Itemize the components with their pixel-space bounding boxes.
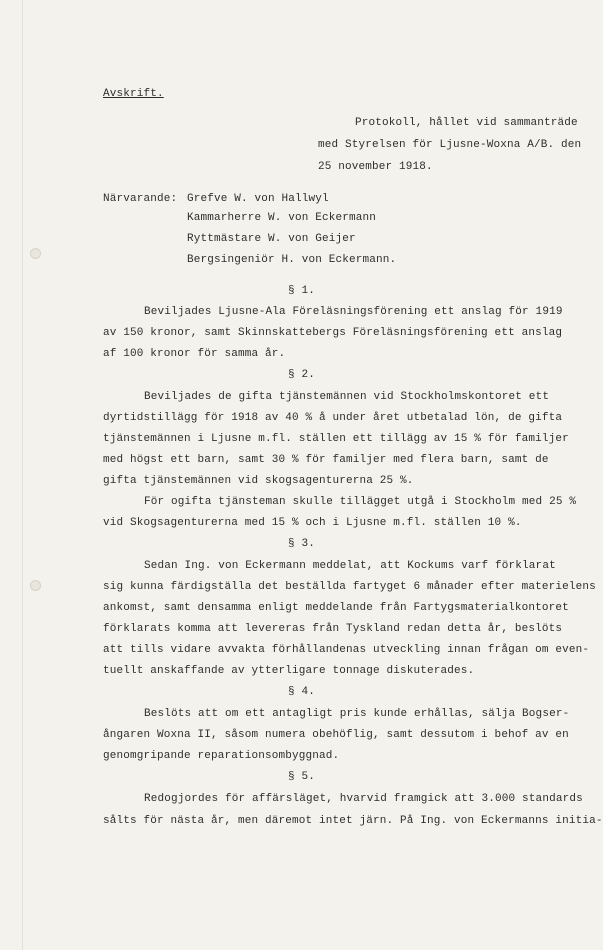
text-line: gifta tjänstemännen vid skogsagenturerna 25 %. <box>103 475 414 487</box>
text-line: tjänstemännen i Ljusne m.fl. ställen ett tillägg av 15 % för familjer <box>103 433 569 445</box>
section-heading: § 4. <box>287 686 315 698</box>
text-line: sålts för nästa år, men däremot intet järn. På Ing. von Eckermanns initia- <box>103 815 603 827</box>
attendees-label: Närvarande: <box>103 193 178 205</box>
header-line: 25 november 1918. <box>318 161 433 173</box>
text-line: ångaren Woxna II, såsom numera obehöflig, samt dessutom i behof av en <box>103 729 569 741</box>
text-line: genomgripande reparationsombyggnad. <box>103 750 340 762</box>
paper-edge <box>22 0 23 950</box>
header-line: med Styrelsen för Ljusne-Woxna A/B. den <box>318 139 582 151</box>
text-line: Beslöts att om ett antagligt pris kunde erhållas, sälja Bogser- <box>144 708 570 720</box>
text-line: För ogifta tjänsteman skulle tillägget utgå i Stockholm med 25 % <box>144 496 577 508</box>
section-heading: § 5. <box>287 771 315 783</box>
text-line: tuellt anskaffande av ytterligare tonnage diskuterades. <box>103 665 475 677</box>
text-line: Beviljades Ljusne-Ala Föreläsningsförening ett anslag för 1919 <box>144 306 563 318</box>
text-line: av 150 kronor, samt Skinnskattebergs Föreläsningsförening ett anslag <box>103 327 563 339</box>
section-heading: § 1. <box>287 285 315 297</box>
text-line: Beviljades de gifta tjänstemännen vid Stockholmskontoret ett <box>144 391 550 403</box>
text-line: Sedan Ing. von Eckermann meddelat, att Kockums varf förklarat <box>144 560 556 572</box>
text-line: af 100 kronor för samma år. <box>103 348 286 360</box>
section-heading: § 3. <box>287 538 315 550</box>
punch-hole <box>30 248 41 259</box>
punch-hole <box>30 580 41 591</box>
text-line: förklarats komma att levereras från Tyskland redan detta år, beslöts <box>103 623 563 635</box>
text-line: ankomst, samt densamma enligt meddelande från Fartygsmaterialkontoret <box>103 602 569 614</box>
attendee-name: Kammarherre W. von Eckermann <box>187 212 377 224</box>
text-line: att tills vidare avvakta förhållandenas utveckling innan frågan om even- <box>103 644 590 656</box>
text-line: sig kunna färdigställa det beställda fartyget 6 månader efter materielens <box>103 581 596 593</box>
text-line: med högst ett barn, samt 30 % för familjer med flera barn, samt de <box>103 454 549 466</box>
section-heading: § 2. <box>287 369 315 381</box>
attendee-name: Grefve W. von Hallwyl <box>187 193 329 205</box>
attendee-name: Bergsingeniör H. von Eckermann. <box>187 254 397 266</box>
attendee-name: Ryttmästare W. von Geijer <box>187 233 356 245</box>
text-line: Redogjordes för affärsläget, hvarvid framgick att 3.000 standards <box>144 793 583 805</box>
header-line: Protokoll, hållet vid sammanträde <box>355 117 578 129</box>
text-line: dyrtidstillägg för 1918 av 40 % å under året utbetalad lön, de gifta <box>103 412 563 424</box>
text-line: vid Skogsagenturerna med 15 % och i Ljusne m.fl. ställen 10 %. <box>103 517 522 529</box>
document-title: Avskrift. <box>103 88 164 100</box>
